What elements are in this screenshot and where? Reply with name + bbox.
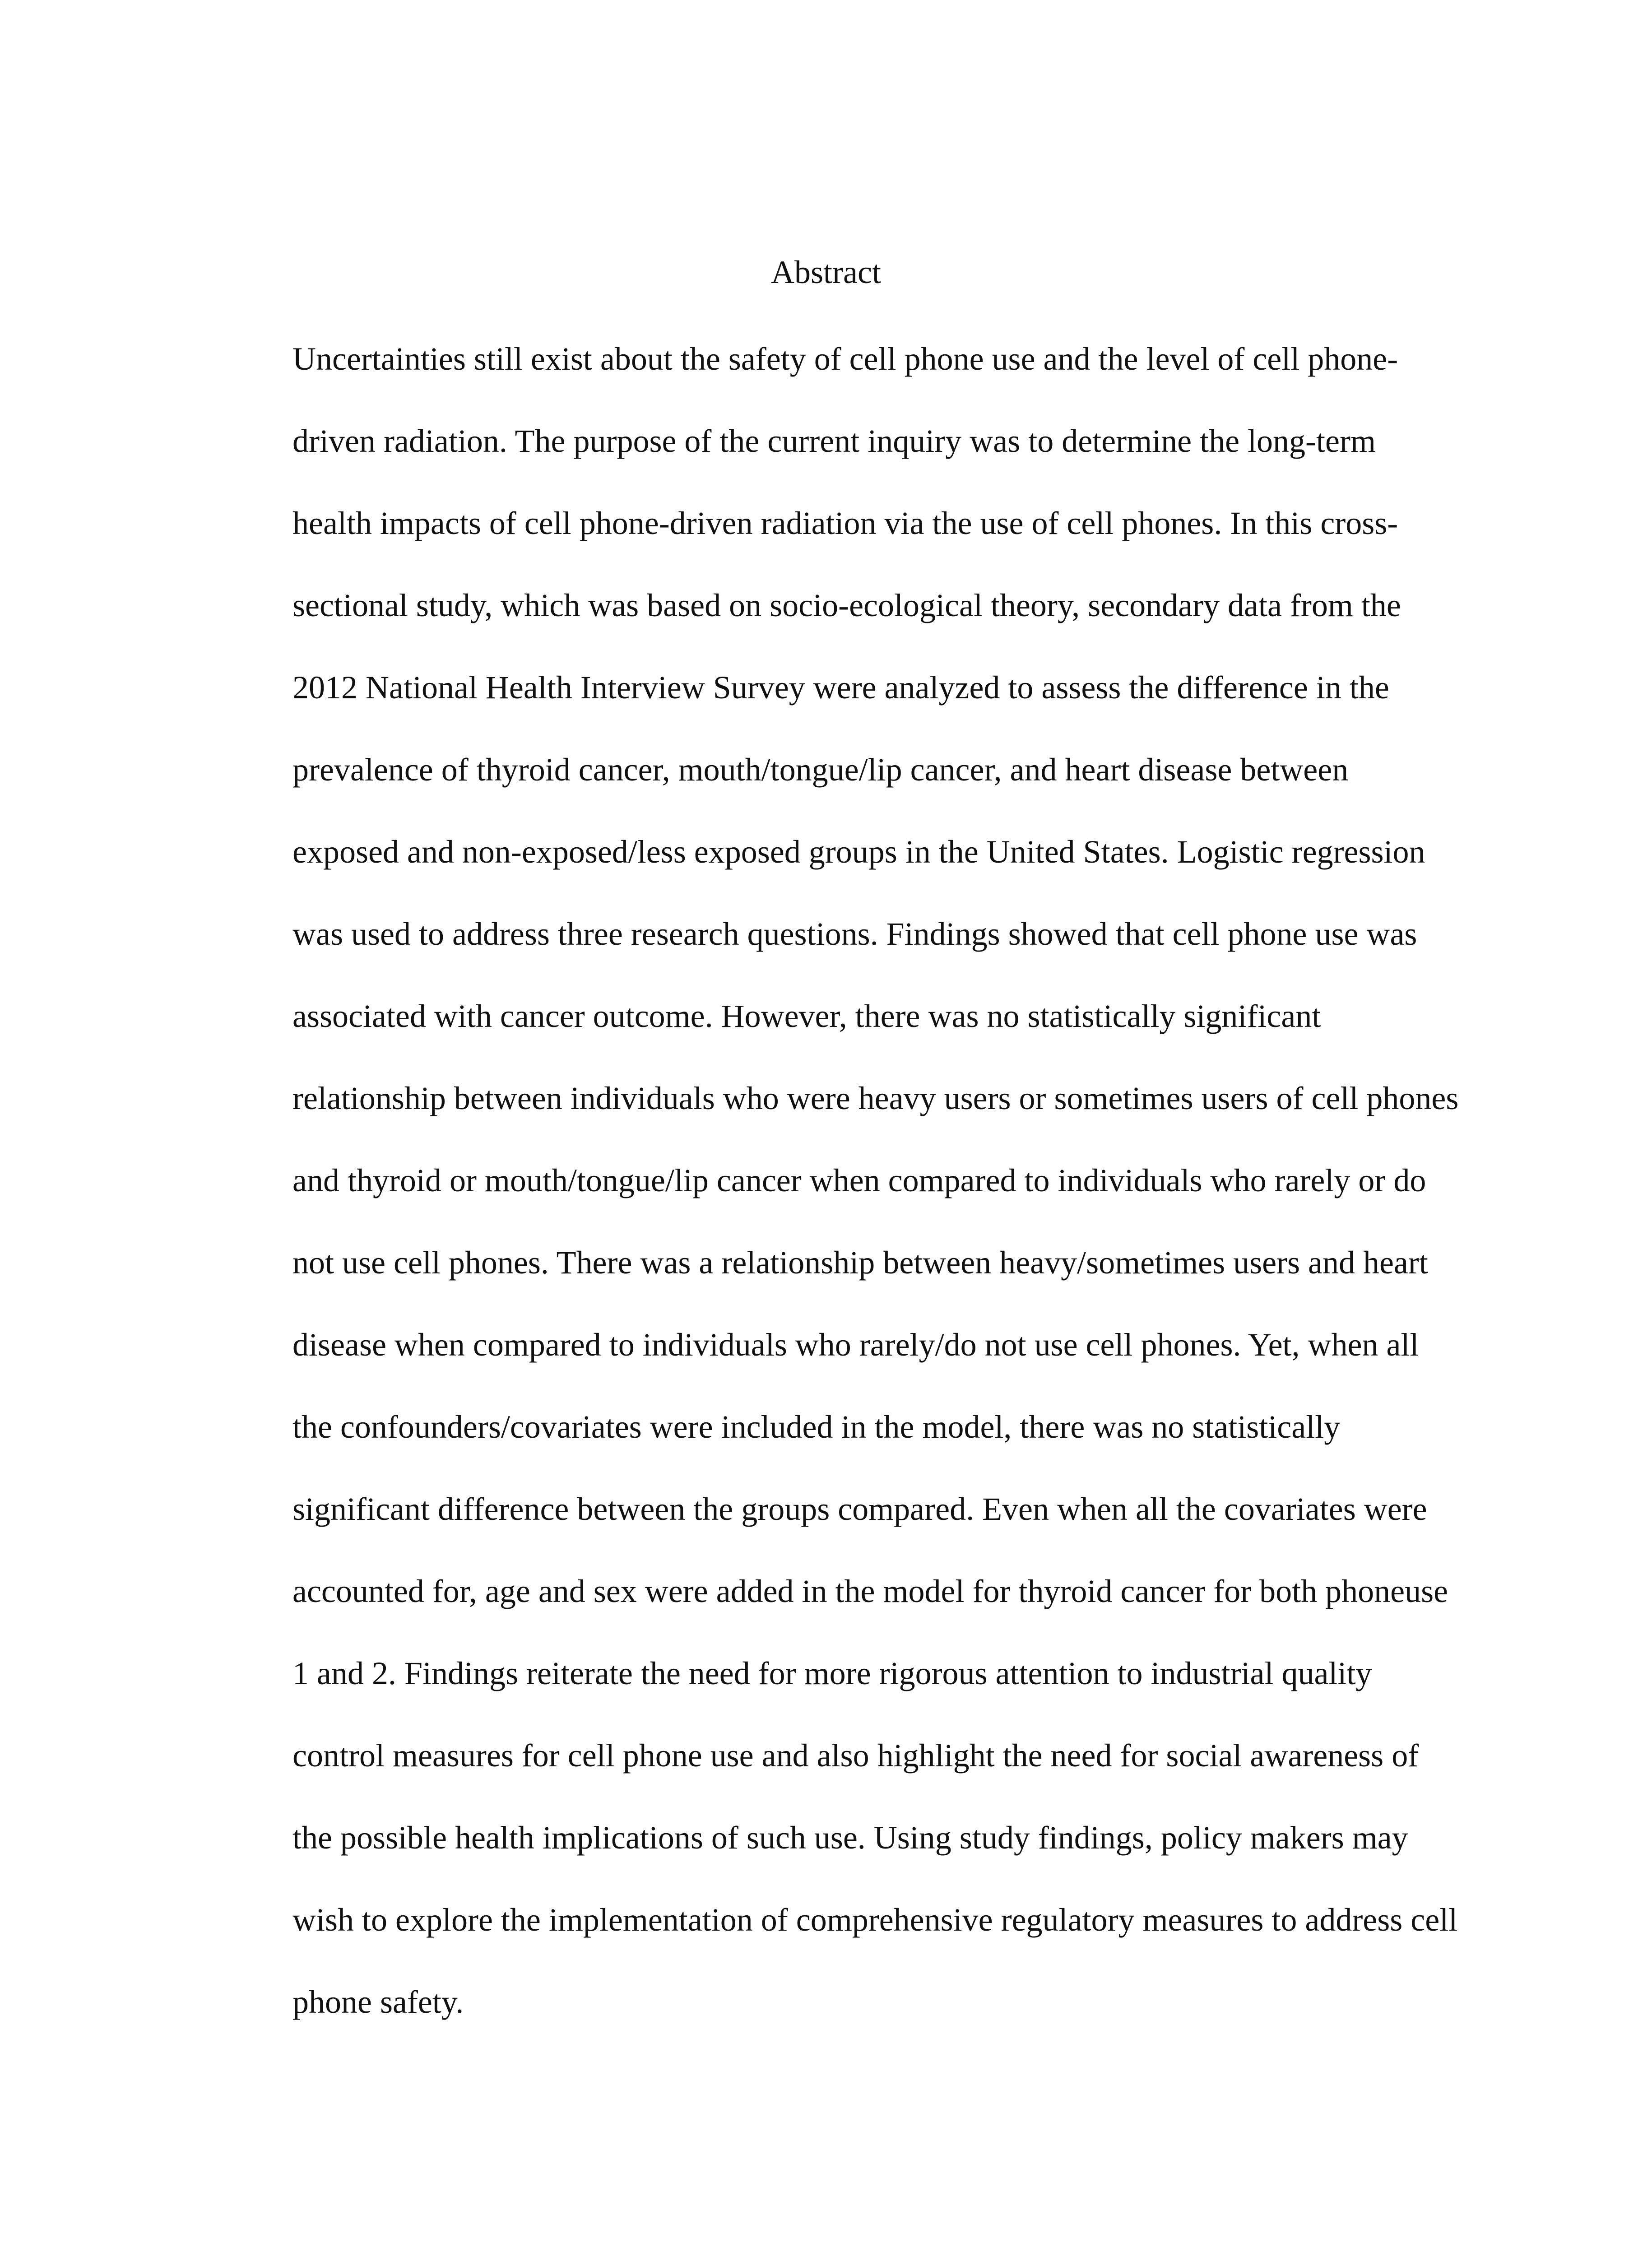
abstract-heading: Abstract <box>771 254 881 290</box>
abstract-line: was used to address three research questions. Findings showed that cell phone use was <box>292 916 1417 952</box>
abstract-line: Uncertainties still exist about the safety of cell phone use and the level of cell phone- <box>292 341 1398 377</box>
abstract-line: sectional study, which was based on socio-ecological theory, secondary data from the <box>292 587 1401 623</box>
abstract-line: 1 and 2. Findings reiterate the need for more rigorous attention to industrial quality <box>292 1655 1372 1691</box>
abstract-line: not use cell phones. There was a relationship between heavy/sometimes users and heart <box>292 1245 1428 1281</box>
abstract-line: 2012 National Health Interview Survey were analyzed to assess the difference in the <box>292 669 1389 706</box>
abstract-line: disease when compared to individuals who rarely/do not use cell phones. Yet, when all <box>292 1327 1419 1363</box>
abstract-line: phone safety. <box>292 1984 464 2020</box>
abstract-line: driven radiation. The purpose of the current inquiry was to determine the long-term <box>292 423 1376 459</box>
abstract-line: associated with cancer outcome. However, there was no statistically significant <box>292 998 1321 1034</box>
abstract-line: relationship between individuals who were heavy users or sometimes users of cell phones <box>292 1080 1459 1116</box>
abstract-line: health impacts of cell phone-driven radiation via the use of cell phones. In this cross- <box>292 505 1398 541</box>
abstract-line: accounted for, age and sex were added in the model for thyroid cancer for both phoneuse <box>292 1573 1448 1609</box>
abstract-line: prevalence of thyroid cancer, mouth/tongue/lip cancer, and heart disease between <box>292 752 1349 788</box>
abstract-body <box>292 334 1493 2059</box>
abstract-line: wish to explore the implementation of comprehensive regulatory measures to address cell <box>292 1902 1458 1938</box>
abstract-line: control measures for cell phone use and also highlight the need for social awareness of <box>292 1737 1419 1774</box>
abstract-line: significant difference between the groups compared. Even when all the covariates were <box>292 1491 1427 1527</box>
abstract-line: the confounders/covariates were included in the model, there was no statistically <box>292 1409 1341 1445</box>
abstract-line: exposed and non-exposed/less exposed groups in the United States. Logistic regression <box>292 834 1425 870</box>
abstract-line: the possible health implications of such use. Using study findings, policy makers may <box>292 1820 1408 1856</box>
abstract-line: and thyroid or mouth/tongue/lip cancer when compared to individuals who rarely or do <box>292 1162 1426 1198</box>
